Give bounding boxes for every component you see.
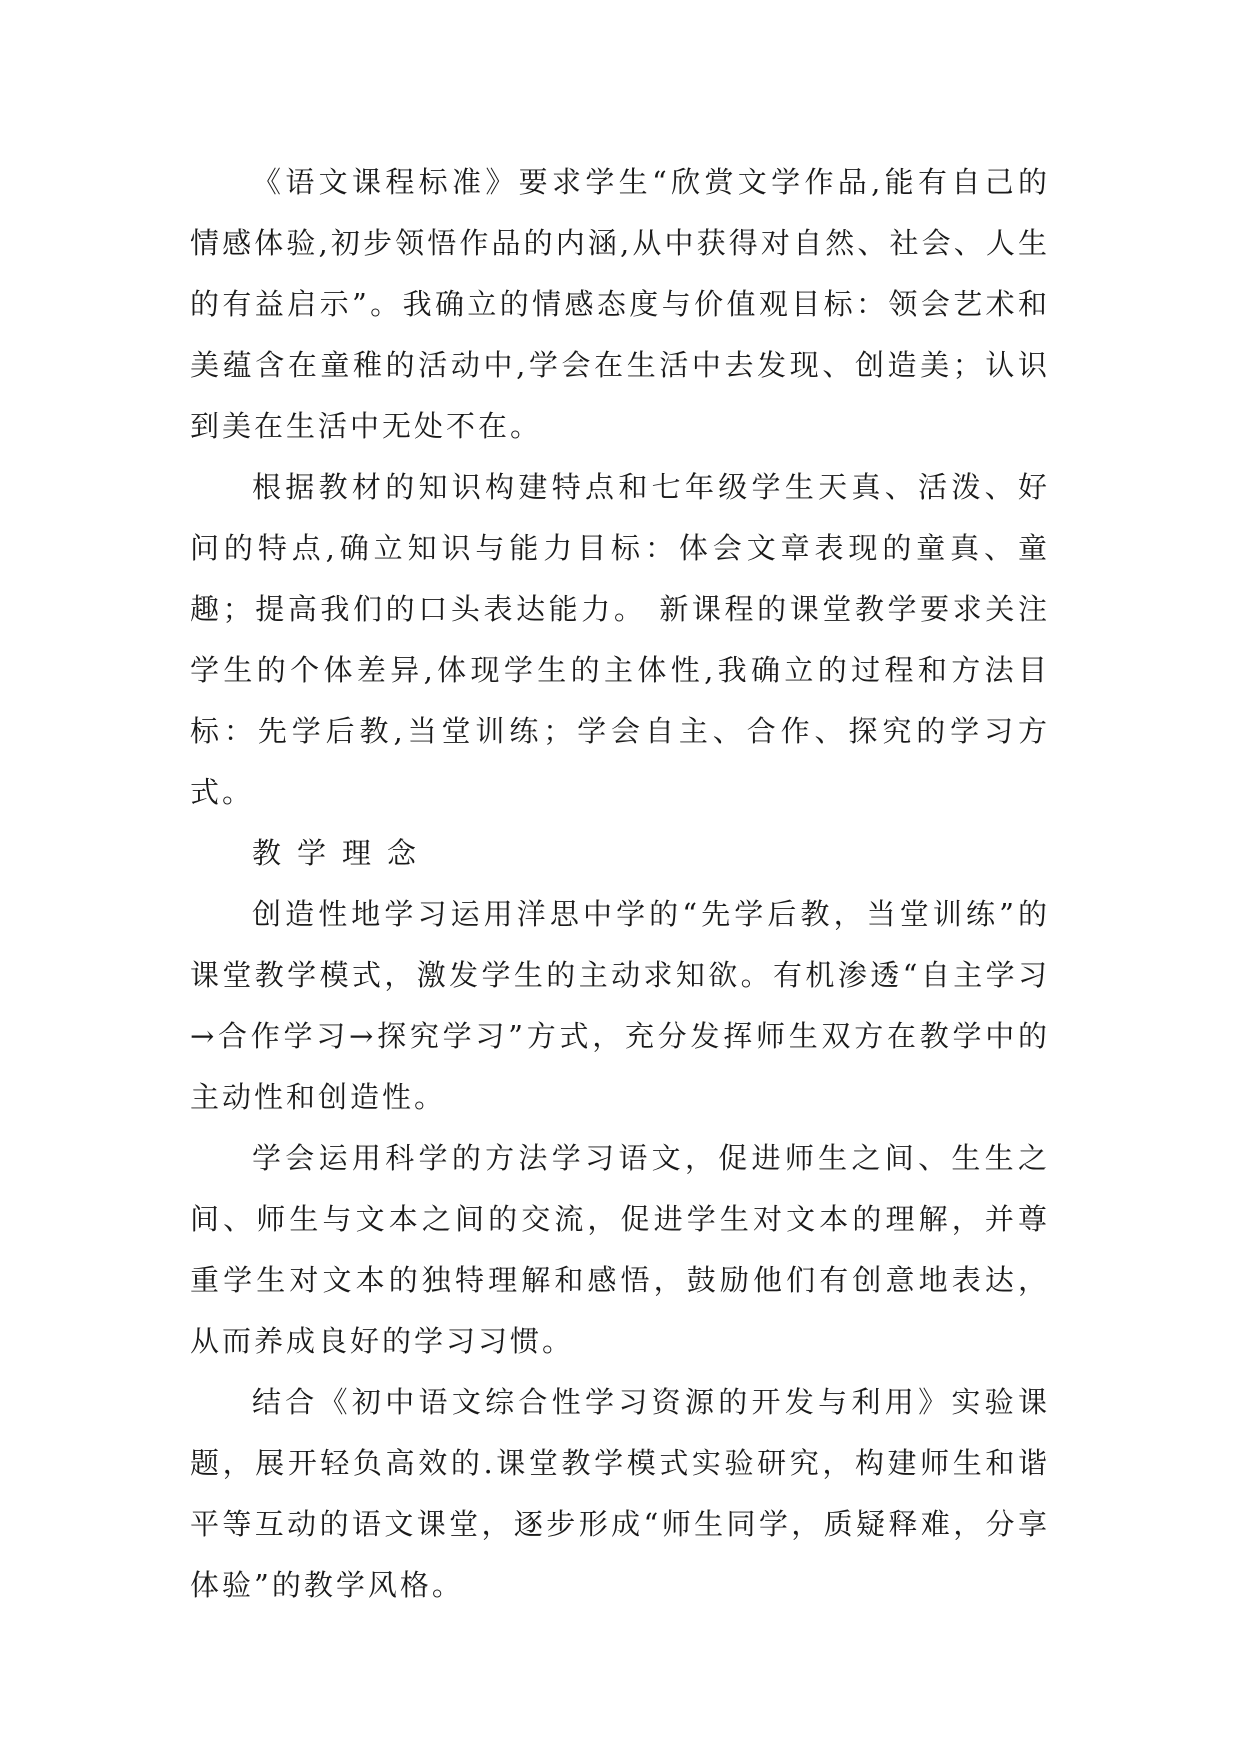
paragraph-teaching-model: 创造性地学习运用洋思中学的“先学后教，当堂训练”的课堂教学模式，激发学生的主动求知欲。有机渗透“自主学习→合作学习→探究学习”方式，充分发挥师生双方在教学中的主动性和创造性。 [190, 897, 1050, 1114]
paragraph-research-project: 结合《初中语文综合性学习资源的开发与利用》实验课题，展开轻负高效的.课堂教学模式实验研究，构建师生和谐平等互动的语文课堂，逐步形成“师生同学，质疑释难，分享体验”的教学风格。 [190, 1385, 1050, 1602]
document-body [190, 152, 1050, 1616]
section-heading-teaching-philosophy: 教学理念 [252, 836, 433, 870]
paragraph-emotional-goals: 《语文课程标准》要求学生“欣赏文学作品,能有自己的情感体验,初步领悟作品的内涵,从中获得对自然、社会、人生的有益启示”。我确立的情感态度与价值观目标：领会艺术和美蕴含在童稚的活动中,学会在生活中去发现、创造美；认识到美在生活中无处不在。 [190, 165, 1050, 443]
paragraph-knowledge-goals: 根据教材的知识构建特点和七年级学生天真、活泼、好问的特点,确立知识与能力目标：体会文章表现的童真、童趣；提高我们的口头表达能力。 新课程的课堂教学要求关注学生的个体差异,体现学生的主体性,我确立的过程和方法目标：先学后教,当堂训练；学会自主、合作、探究的学习方式。 [190, 470, 1050, 809]
paragraph-scientific-method: 学会运用科学的方法学习语文，促进师生之间、生生之间、师生与文本之间的交流，促进学生对文本的理解，并尊重学生对文本的独特理解和感悟，鼓励他们有创意地表达，从而养成良好的学习习惯。 [190, 1141, 1050, 1358]
